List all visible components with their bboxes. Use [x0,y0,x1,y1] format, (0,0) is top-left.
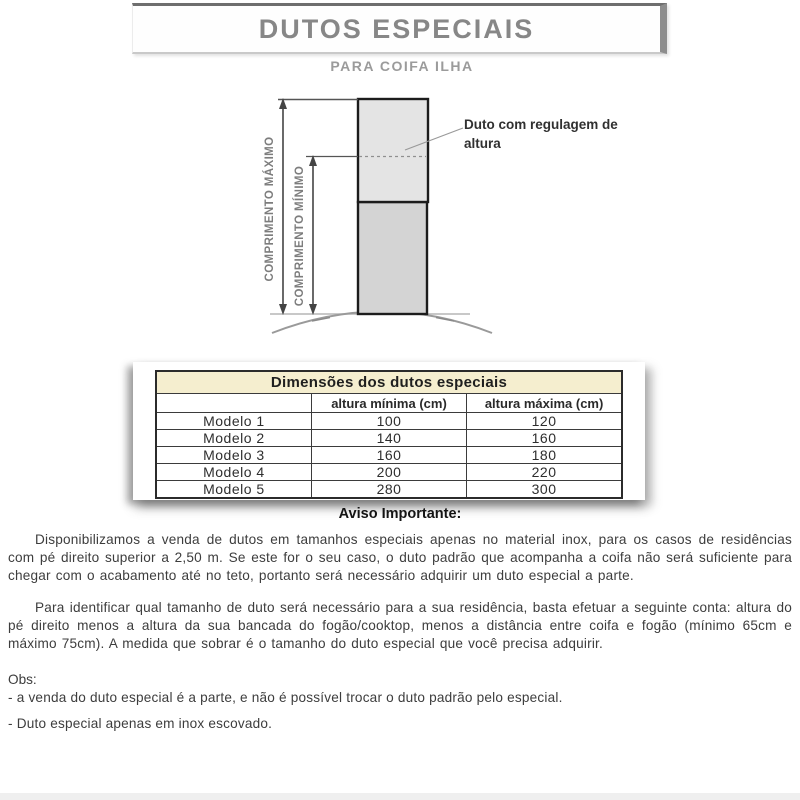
cell-max: 220 [467,464,622,481]
cell-max: 120 [467,413,622,430]
table-header-row [156,394,622,413]
notice-paragraph-1: Disponibilizamos a venda de dutos em tamanhos especiais apenas no material inox, para os casos de residências com pé direito superior a 2,50 m. Se este for o seu caso, o duto padrão que acompanha a coifa não será suficiente para chegar com o acabamento até no teto, portanto será necessário adquirir um duto especial a parte. [8,532,792,584]
table-title-row [156,371,622,394]
cell-min: 160 [311,447,466,464]
cell-max: 180 [467,447,622,464]
cell-max: 160 [467,430,622,447]
notice-paragraph-2: Para identificar qual tamanho de duto será necessário para a sua residência, basta efetuar a seguinte conta: altura do pé direito menos a altura da sua bancada do fogão/cooktop, menos a distância entre coifa e fogão (mínimo 65cm e máximo 75cm). A medida que sobrar é o tamanho do duto especial que você precisa adquirir. [8,600,792,652]
cell-min: 200 [311,464,466,481]
table-row [156,481,622,499]
duct-lower-section [358,202,427,314]
comprimento-maximo-label: COMPRIMENTO MÁXIMO [264,136,276,282]
cell-model: Modelo 3 [156,447,311,464]
cell-model: Modelo 2 [156,430,311,447]
obs-item-2: - Duto especial apenas em inox escovado. [8,716,273,731]
comprimento-minimo-label: COMPRIMENTO MÍNIMO [294,165,306,307]
table-row [156,464,622,481]
table-row [156,430,622,447]
table-card [133,362,645,500]
cell-min: 100 [311,413,466,430]
obs-item-1: - a venda do duto especial é a parte, e não é possível trocar o duto padrão pelo especial. [8,690,563,705]
dimensions-table [155,370,623,499]
title-banner [132,3,667,54]
table-row [156,413,622,430]
page-bottom-edge [0,793,800,800]
column-header-model [156,394,311,413]
cell-min: 140 [311,430,466,447]
table-row [156,447,622,464]
cell-model: Modelo 5 [156,481,311,499]
obs-label: Obs: [8,672,37,687]
column-header-altura-maxima: altura máxima (cm) [467,394,622,413]
page-subtitle: PARA COIFA ILHA [330,58,474,74]
cell-max: 300 [467,481,622,499]
duct-adjustment-label: Duto com regulagem de altura [464,117,618,151]
page-title: DUTOS ESPECIAIS [258,13,535,44]
cell-model: Modelo 4 [156,464,311,481]
important-notice-heading: Aviso Importante: [338,506,462,522]
column-header-altura-minima: altura mínima (cm) [311,394,466,413]
table-title: Dimensões dos dutos especiais [156,371,622,394]
cell-min: 280 [311,481,466,499]
cell-model: Modelo 1 [156,413,311,430]
duct-upper-section [358,99,428,202]
